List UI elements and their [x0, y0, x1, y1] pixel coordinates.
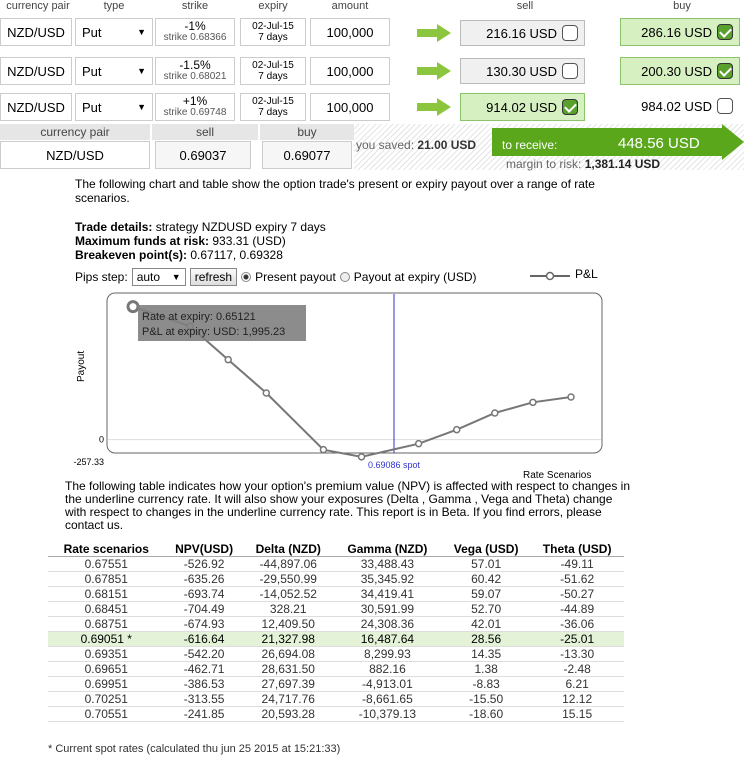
table-cell: 26,694.08 [244, 647, 333, 662]
buy-price: 200.30 USD [641, 63, 712, 79]
table-cell: 0.68151 [48, 587, 165, 602]
table-cell: -44,897.06 [244, 557, 333, 572]
y-tick-label: -257.33 [73, 456, 104, 467]
table-cell: 0.67551 [48, 557, 165, 572]
expiry-days: 7 days [258, 107, 288, 118]
table-cell: -10,379.13 [333, 707, 442, 722]
tooltip-rate: Rate at expiry: 0.65121 [142, 311, 256, 323]
pips-step-label: Pips step: [75, 270, 128, 284]
table-cell: -241.85 [165, 707, 244, 722]
footnote: * Current spot rates (calculated thu jun 25 2015 at 15:21:33) [48, 743, 341, 755]
table-cell: -462.71 [165, 662, 244, 677]
table-cell: 34,419.41 [333, 587, 442, 602]
caret-down-icon: ▼ [137, 27, 146, 37]
checkbox-icon[interactable] [562, 63, 578, 79]
table-cell: -49.11 [530, 557, 624, 572]
table-cell: 14.35 [442, 647, 530, 662]
table-row [48, 572, 624, 587]
pl-data-point[interactable] [128, 302, 138, 312]
table-cell: 0.68451 [48, 602, 165, 617]
sell-price: 914.02 USD [486, 99, 557, 115]
table-cell: 35,345.92 [333, 572, 442, 587]
table-cell: -542.20 [165, 647, 244, 662]
pl-data-point[interactable] [454, 427, 460, 433]
strike-pct: +1% [182, 94, 208, 108]
arrow-right-icon [417, 98, 451, 116]
buy-price: 984.02 USD [641, 98, 712, 114]
table-row [48, 662, 624, 677]
table-cell: 27,697.39 [244, 677, 333, 692]
table-cell: -616.64 [165, 632, 244, 647]
table-row [48, 647, 624, 662]
legend-line-icon [530, 270, 570, 282]
header-currency-pair: currency pair [6, 0, 70, 12]
table-cell: 0.70251 [48, 692, 165, 707]
header-buy: buy [673, 0, 691, 12]
sell-price-button[interactable] [460, 93, 585, 121]
table-cell: -4,913.01 [333, 677, 442, 692]
leg-strike[interactable] [155, 18, 235, 46]
table-cell: -386.53 [165, 677, 244, 692]
caret-down-icon: ▼ [137, 102, 146, 112]
leg-strike[interactable] [155, 57, 235, 85]
receive-value: 448.56 USD [618, 135, 700, 152]
pips-step-value: auto [136, 270, 161, 284]
header-expiry: expiry [258, 0, 288, 12]
margin-to-risk: margin to risk: 1,381.14 USD [506, 157, 661, 171]
table-cell: 24,717.76 [244, 692, 333, 707]
table-cell: 0.69051 * [48, 632, 165, 647]
trade-details: Trade details: strategy NZDUSD expiry 7 days Maximum funds at risk: 933.31 (USD) Breakeven point(s): 0.67117, 0.69328 [75, 220, 326, 262]
sell-price-button[interactable] [460, 58, 585, 84]
table-cell: 6.21 [530, 677, 624, 692]
table-cell: -674.93 [165, 617, 244, 632]
table-cell: 30,591.99 [333, 602, 442, 617]
table-cell: -13.30 [530, 647, 624, 662]
pl-data-point[interactable] [225, 357, 231, 363]
column-header: Gamma (NZD) [333, 541, 442, 557]
leg-type-value: Put [82, 99, 102, 115]
table-cell: -51.62 [530, 572, 624, 587]
npv-intro: The following table indicates how your option's premium value (NPV) is affected with respect to changes in the underline currency rate. It will also show your exposures (Delta , Gamma , Vega and Theta) change with respect to changes in the underline currency rate. This report is in Beta. If you find errors, please contact us. [65, 479, 631, 532]
saved-amount: you saved: 21.00 USD [356, 138, 477, 152]
table-cell: -8,661.65 [333, 692, 442, 707]
expiry-date: 02-Jul-15 [252, 60, 294, 71]
table-cell: 16,487.64 [333, 632, 442, 647]
table-cell: -704.49 [165, 602, 244, 617]
column-header: Delta (NZD) [244, 541, 333, 557]
table-cell: 33,488.43 [333, 557, 442, 572]
scenario-table [48, 541, 624, 722]
caret-down-icon: ▼ [171, 272, 181, 282]
chart-intro: The following chart and table show the option trade's present or expiry payout over a range of rate scenarios. [75, 177, 595, 205]
expiry-days: 7 days [258, 32, 288, 43]
table-cell: -313.55 [165, 692, 244, 707]
column-header: Vega (USD) [442, 541, 530, 557]
quote-buy: 0.69077 [262, 141, 352, 169]
table-cell: -44.89 [530, 602, 624, 617]
table-cell: 0.69951 [48, 677, 165, 692]
chart-controls [75, 268, 477, 286]
table-cell: -14,052.52 [244, 587, 333, 602]
pl-data-point[interactable] [416, 441, 422, 447]
caret-down-icon: ▼ [137, 66, 146, 76]
sell-price: 216.16 USD [486, 25, 557, 41]
table-row [48, 617, 624, 632]
table-cell: -693.74 [165, 587, 244, 602]
leg-type-select[interactable] [75, 18, 153, 46]
checkbox-checked-icon[interactable] [717, 63, 733, 79]
receive-label: to receive: [502, 138, 558, 152]
spot-label: 0.69086 spot [367, 460, 421, 470]
header-amount: amount [331, 0, 369, 12]
table-cell: 15.15 [530, 707, 624, 722]
table-cell: -15.50 [442, 692, 530, 707]
tooltip-pl: P&L at expiry: USD: 1,995.23 [142, 326, 286, 338]
checkbox-checked-icon[interactable] [717, 24, 733, 40]
expiry-days: 7 days [258, 71, 288, 82]
y-tick-label: 0 [98, 434, 104, 445]
checkbox-icon[interactable] [562, 25, 578, 41]
table-row [48, 677, 624, 692]
pl-data-point[interactable] [492, 410, 498, 416]
table-row [48, 602, 624, 617]
buy-price: 286.16 USD [641, 24, 712, 40]
table-cell: 0.69351 [48, 647, 165, 662]
quote-buy-header: buy [260, 124, 354, 140]
buy-price-button[interactable] [620, 93, 740, 119]
leg-type-value: Put [82, 63, 102, 79]
expiry-payout-radio[interactable] [340, 272, 350, 282]
strike-pct: -1.5% [179, 58, 211, 72]
table-cell: 24,308.36 [333, 617, 442, 632]
table-cell: 882.16 [333, 662, 442, 677]
checkbox-icon[interactable] [717, 98, 733, 114]
sell-price: 130.30 USD [486, 63, 557, 79]
strike-pct: -1% [184, 19, 206, 33]
table-cell: -635.26 [165, 572, 244, 587]
buy-price-button[interactable] [620, 57, 740, 85]
pl-data-point[interactable] [530, 399, 536, 405]
column-header: NPV(USD) [165, 541, 244, 557]
table-cell: 59.07 [442, 587, 530, 602]
checkbox-checked-icon[interactable] [562, 99, 578, 115]
pl-data-point[interactable] [568, 394, 574, 400]
strike-value: strike 0.69748 [163, 107, 227, 118]
leg-pair: NZD/USD [0, 18, 72, 46]
table-cell: 42.01 [442, 617, 530, 632]
strike-value: strike 0.68021 [163, 71, 227, 82]
leg-type-select[interactable] [75, 93, 153, 121]
table-cell: -18.60 [442, 707, 530, 722]
payout-chart[interactable] [60, 290, 605, 480]
y-axis-label: Payout [76, 350, 87, 382]
table-cell: -526.92 [165, 557, 244, 572]
table-cell: 60.42 [442, 572, 530, 587]
refresh-button[interactable]: refresh [190, 268, 237, 286]
x-axis-label: Rate Scenarios [523, 470, 592, 480]
leg-amount-input[interactable]: 100,000 [310, 57, 390, 85]
leg-expiry[interactable] [240, 57, 306, 85]
table-cell: 20,593.28 [244, 707, 333, 722]
table-cell: 8,299.93 [333, 647, 442, 662]
table-cell: -50.27 [530, 587, 624, 602]
leg-pair: NZD/USD [0, 93, 72, 121]
table-row [48, 692, 624, 707]
table-cell: 52.70 [442, 602, 530, 617]
table-cell: 12,409.50 [244, 617, 333, 632]
quote-pair: NZD/USD [0, 141, 150, 169]
header-type: type [103, 0, 125, 12]
pips-step-select[interactable] [132, 268, 186, 286]
table-cell: 0.68751 [48, 617, 165, 632]
present-payout-label: Present payout [255, 270, 336, 284]
pl-data-point[interactable] [263, 390, 269, 396]
column-header: Theta (USD) [530, 541, 624, 557]
buy-price-button[interactable] [620, 18, 740, 46]
table-cell: 0.69651 [48, 662, 165, 677]
table-cell: 57.01 [442, 557, 530, 572]
table-cell: -8.83 [442, 677, 530, 692]
expiry-date: 02-Jul-15 [252, 21, 294, 32]
header-sell: sell [516, 0, 534, 12]
arrow-right-icon [417, 62, 451, 80]
expiry-payout-label: Payout at expiry (USD) [353, 270, 477, 284]
leg-expiry[interactable] [240, 18, 306, 46]
table-row [48, 707, 624, 722]
table-row [48, 557, 624, 572]
table-cell: 21,327.98 [244, 632, 333, 647]
strike-value: strike 0.68366 [163, 32, 227, 43]
table-cell: -36.06 [530, 617, 624, 632]
leg-type-select[interactable] [75, 57, 153, 85]
leg-strike[interactable] [155, 93, 235, 121]
table-row [48, 587, 624, 602]
leg-expiry[interactable] [240, 93, 306, 121]
column-header: Rate scenarios [48, 541, 165, 557]
pl-data-point[interactable] [320, 447, 326, 453]
table-cell: 1.38 [442, 662, 530, 677]
leg-type-value: Put [82, 24, 102, 40]
table-cell: 28,631.50 [244, 662, 333, 677]
legend-label: P&L [575, 267, 598, 281]
table-cell: -29,550.99 [244, 572, 333, 587]
table-cell: -25.01 [530, 632, 624, 647]
quote-pair-header: currency pair [0, 124, 150, 140]
leg-pair: NZD/USD [0, 57, 72, 85]
leg-amount-input[interactable]: 100,000 [310, 18, 390, 46]
table-cell: 28.56 [442, 632, 530, 647]
table-cell: 0.70551 [48, 707, 165, 722]
header-strike: strike [181, 0, 209, 12]
sell-price-button[interactable] [460, 20, 585, 46]
table-cell: 12.12 [530, 692, 624, 707]
table-cell: -2.48 [530, 662, 624, 677]
expiry-date: 02-Jul-15 [252, 96, 294, 107]
present-payout-radio[interactable] [241, 272, 251, 282]
leg-amount-input[interactable]: 100,000 [310, 93, 390, 121]
table-cell: 328.21 [244, 602, 333, 617]
quote-sell-header: sell [152, 124, 258, 140]
quote-sell: 0.69037 [155, 141, 251, 169]
pl-data-point[interactable] [359, 454, 365, 460]
table-cell: 0.67851 [48, 572, 165, 587]
arrow-right-icon [417, 24, 451, 42]
table-row [48, 632, 624, 647]
